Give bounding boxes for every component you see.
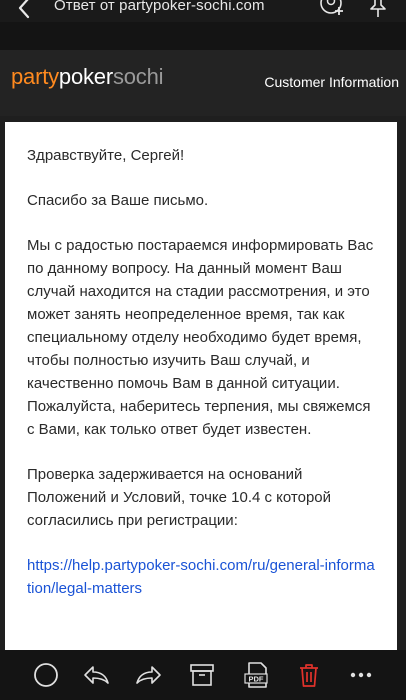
- check-paragraph: Проверка задерживается на оснований Положений и Условий, точке 10.4 с которой согласились при регистрации:: [27, 466, 332, 529]
- add-person-icon[interactable]: [318, 0, 348, 22]
- reply-icon[interactable]: [81, 660, 111, 690]
- back-chevron-icon[interactable]: [14, 0, 36, 20]
- separator: [0, 22, 406, 50]
- greeting-text: Здравствуйте, Сергей!: [27, 147, 185, 164]
- legal-matters-link[interactable]: https://help.partypoker-sochi.com/ru/general-information/legal-matters: [27, 557, 375, 597]
- partypoker-sochi-logo: partypokersochi: [11, 64, 164, 89]
- pdf-icon[interactable]: [242, 660, 272, 690]
- customer-information-label: Customer Information: [264, 74, 399, 90]
- circle-icon[interactable]: [31, 660, 61, 690]
- trash-icon[interactable]: [294, 660, 324, 690]
- forward-icon[interactable]: [134, 660, 164, 690]
- archive-icon[interactable]: [187, 660, 217, 690]
- body-paragraph: Мы с радостью постараемся информировать Вас по данному вопросу. На данный момент Ваш случай находится на стадии рассмотрения, и это может занять неопределенное время, так как специальному отделу необходимо будет время, чтобы полностью изучить Ваш случай, и качественно помочь Вам в данной ситуации. Пожалуйста, наберитесь терпения, мы свяжемся с Вами, как только ответ будет известен.: [27, 237, 374, 438]
- thanks-text: Спасибо за Ваше письмо.: [27, 192, 209, 209]
- bottom-toolbar: [0, 650, 406, 700]
- email-header-banner: [0, 50, 406, 116]
- message-body: [27, 144, 377, 622]
- top-bar: [0, 0, 406, 22]
- pdf-label: PDF: [248, 674, 264, 684]
- email-content-area: [0, 116, 406, 650]
- more-icon[interactable]: [346, 660, 376, 690]
- window-title: Ответ от partypoker-sochi.com: [54, 0, 265, 14]
- pin-icon[interactable]: [366, 0, 390, 22]
- message-card: [5, 122, 397, 662]
